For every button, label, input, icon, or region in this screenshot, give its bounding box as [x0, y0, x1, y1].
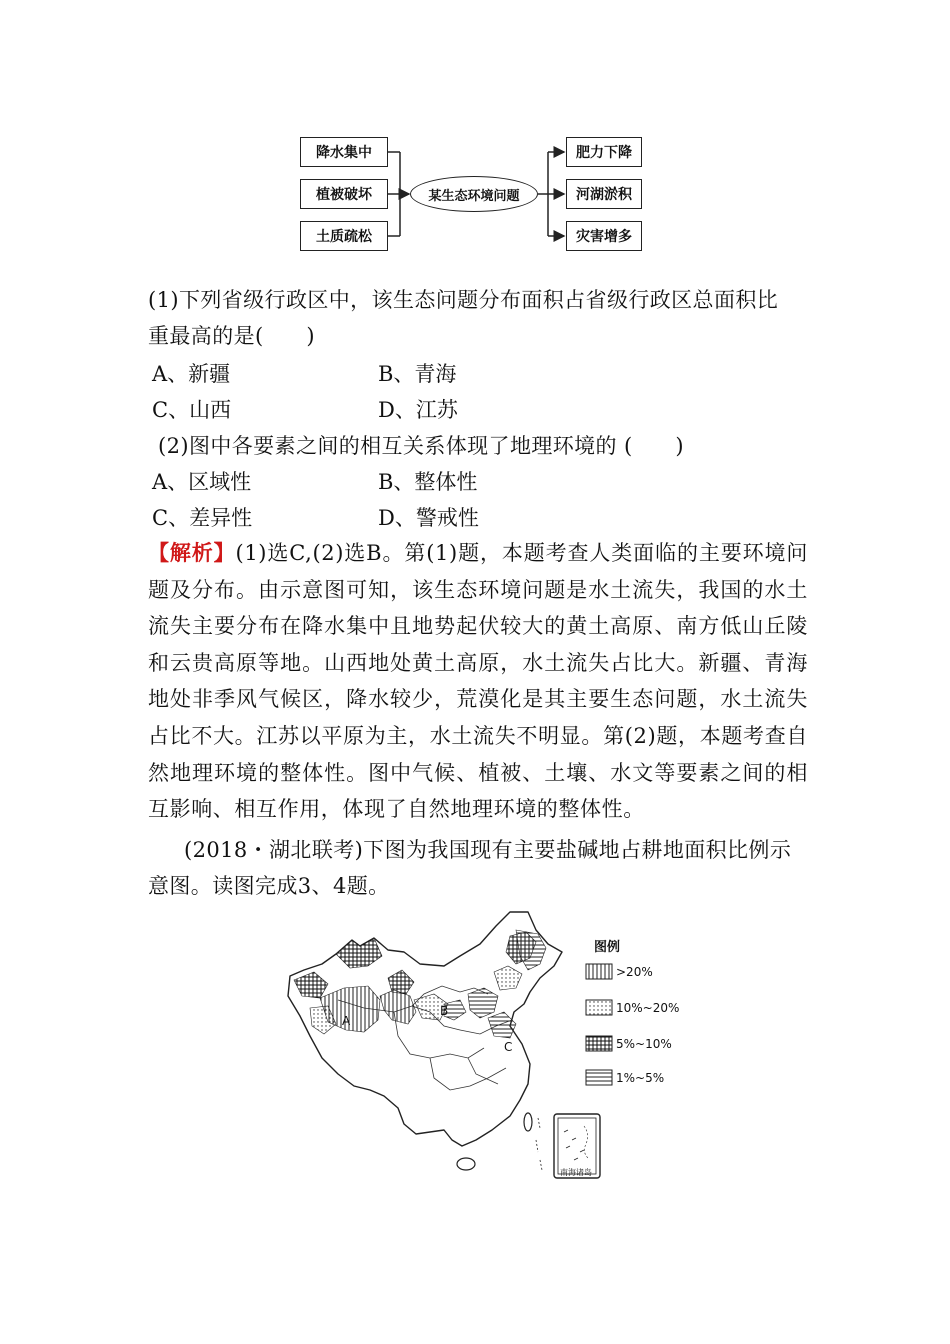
q1-option-a: A、新疆	[152, 362, 231, 386]
map-label-c: C	[504, 1040, 513, 1054]
q2-option-a: A、区域性	[152, 470, 252, 494]
q2-option-c: C、差异性	[152, 506, 253, 530]
q2-stem: (2)图中各要素之间的相互关系体现了地理环境的 ( )	[158, 434, 685, 458]
analysis-tag: 【解析】	[148, 540, 236, 565]
saline-alkali-map	[284, 908, 684, 1184]
legend-label-10-20: 10%~20%	[616, 1001, 680, 1015]
q2-option-d: D、警戒性	[378, 506, 479, 530]
map-label-a: A	[342, 1014, 351, 1028]
q1-stem-line2: 重最高的是( )	[148, 324, 315, 348]
effect-box-disasters: 灾害增多	[566, 221, 642, 251]
q1-option-d: D、江苏	[378, 398, 458, 422]
intro-line1: (2018・湖北联考)下图为我国现有主要盐碱地占耕地面积比例示	[184, 838, 792, 862]
analysis-paragraph	[148, 535, 808, 828]
legend-label-1-5: 1%~5%	[616, 1071, 665, 1085]
effect-box-fertility: 肥力下降	[566, 137, 642, 167]
q1-option-b: B、青海	[378, 362, 457, 386]
map-label-b: B	[440, 1004, 449, 1018]
q2-option-b: B、整体性	[378, 470, 478, 494]
legend-title: 图例	[594, 940, 621, 955]
center-problem-oval: 某生态环境问题	[410, 176, 538, 212]
cause-effect-diagram	[300, 128, 650, 263]
cause-box-soil: 土质疏松	[300, 221, 388, 251]
cause-box-vegetation: 植被破坏	[300, 179, 388, 209]
effect-box-silting: 河湖淤积	[566, 179, 642, 209]
cause-box-precipitation: 降水集中	[300, 137, 388, 167]
legend-label-gt20: >20%	[616, 965, 653, 979]
analysis-text: (1)选C,(2)选B。第(1)题，本题考查人类面临的主要环境问题及分布。由示意图可知，该生态环境问题是水土流失，我国的水土流失主要分布在降水集中且地势起伏较大的黄土高原、南方低山丘陵和云贵高原等地。山西地处黄土高原，水土流失占比大。新疆、青海地处非季风气候区，降水较少，荒漠化是其主要生态问题，水土流失占比不大。江苏以平原为主，水土流失不明显。第(2)题，本题考查自然地理环境的整体性。图中气候、植被、土壤、水文等要素之间的相互影响、相互作用，体现了自然地理环境的整体性。	[148, 541, 808, 822]
inset-label: 南海诸岛	[560, 1168, 592, 1177]
q1-option-c: C、山西	[152, 398, 232, 422]
q1-stem-line1: (1)下列省级行政区中，该生态问题分布面积占省级行政区总面积比	[148, 288, 779, 312]
legend-label-5-10: 5%~10%	[616, 1037, 672, 1051]
intro-line2: 意图。读图完成3、4题。	[148, 874, 390, 898]
